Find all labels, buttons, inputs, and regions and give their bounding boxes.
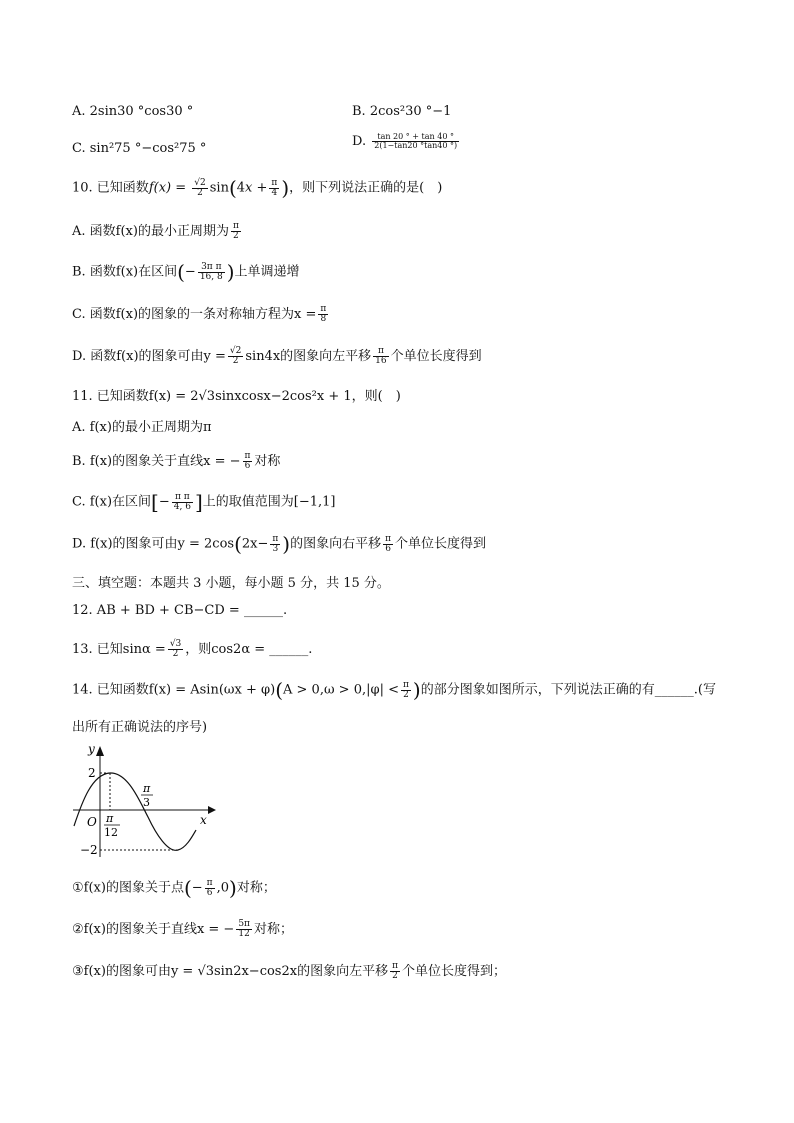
q9-option-a: A. 2sin30 °cos30 ° bbox=[72, 104, 194, 119]
statement-2-fraction: $\frac{5\pi}{12}$ bbox=[238, 919, 250, 939]
sine-curve bbox=[74, 773, 196, 850]
y-axis-arrow bbox=[96, 746, 104, 756]
statement-1-text: ①f(x)的图象关于点 bbox=[72, 880, 184, 896]
q11-option-d-mid: 的图象向右平移 bbox=[290, 536, 382, 552]
q12: 12. AB + BD + CB−CD = ______. bbox=[72, 603, 288, 618]
q11-option-b bbox=[72, 450, 280, 471]
q10-option-a-text: A. 函数f(x)的最小正周期为 bbox=[72, 224, 229, 239]
q11-option-c-text: C. f(x)在区间 bbox=[72, 494, 152, 510]
statement-1: ①f(x)的图象关于点(− $\frac{\pi}{6}$ ,0)对称； bbox=[72, 876, 276, 900]
q9-d-numerator: tan 20 ° + tan 40 ° bbox=[377, 132, 454, 141]
q13-fraction: $\frac{√3}{2}$ bbox=[169, 639, 182, 659]
q11-option-c: C. f(x)在区间[− $\frac{\text{π π}}{4, 6}$ ]上的取值范围为[−1,1] bbox=[72, 490, 336, 514]
q10-c-fraction: $\frac{\pi}{8}$ bbox=[320, 304, 327, 324]
statement-1-tail: 对称； bbox=[236, 880, 276, 896]
q10-d-fraction: $\frac{\pi}{16}$ bbox=[375, 346, 387, 366]
q14-fraction: $\frac{\pi}{2}$ bbox=[403, 679, 409, 700]
q11-option-b-tail: 对称 bbox=[254, 454, 281, 469]
q11-d-fraction: $\frac{\pi}{6}$ bbox=[385, 533, 392, 554]
tick-pi12-den: 12 bbox=[104, 826, 118, 839]
q10-option-c bbox=[72, 303, 330, 324]
q10-option-b: B. 函数f(x)在区间(− $\frac{\text{3π π}}{16, 8}$ )上单调递增 bbox=[72, 260, 300, 284]
statement-3-text: ③f(x)的图象可由y = √3sin2x−cos2x的图象向左平移 bbox=[72, 964, 389, 979]
q9-option-d-fraction bbox=[372, 133, 459, 150]
q14-line2: 出所有正确说法的序号) bbox=[72, 720, 208, 735]
q11-option-c-tail: 上的取值范围为[−1,1] bbox=[202, 494, 336, 510]
q14-text: 14. 已知函数f(x) = Asin(ωx + φ) bbox=[72, 682, 276, 698]
q11-option-a: A. f(x)的最小正周期为π bbox=[72, 420, 212, 435]
origin-label: O bbox=[87, 815, 97, 829]
q11-option-d-tail: 个单位长度得到 bbox=[395, 536, 487, 552]
q14-tail: 的部分图象如图所示，下列说法正确的有______.(写 bbox=[420, 682, 716, 698]
q11-option-d: D. f(x)的图象可由y = 2cos(2x− $\frac{\pi}{3}$ )的图象向右平移 $\frac{\pi}{6}$ 个单位长度得到 bbox=[72, 532, 487, 556]
y-axis-label: y bbox=[88, 742, 95, 756]
statement-1-fraction: $\frac{\pi}{6}$ bbox=[206, 877, 213, 898]
q10-b-fraction: $\frac{\text{3π π}}{16, 8}$ bbox=[199, 261, 223, 282]
q10-a-fraction: $\frac{\pi}{2}$ bbox=[232, 221, 239, 241]
q10-option-b-tail: 上单调递增 bbox=[234, 264, 300, 280]
q10-option-d-mid: sin4x的图象向左平移 bbox=[245, 349, 372, 364]
q9-option-c: C. sin²75 °−cos²75 ° bbox=[72, 141, 207, 156]
statement-2 bbox=[72, 918, 293, 939]
q10-coef-fraction: $\frac{√2}{2}$ bbox=[194, 177, 206, 198]
q14-line1: 14. 已知函数f(x) = Asin(ωx + φ)(A > 0,ω > 0,|φ| < $\frac{\pi}{2}$ )的部分图象如图所示，下列说法正确的有______.(写 bbox=[72, 678, 716, 702]
q10-option-c-text: C. 函数f(x)的图象的一条对称轴方程为x = bbox=[72, 307, 317, 322]
q10-option-d: D. 函数f(x)的图象可由y = $\frac{√2}{2}$ sin4x的图象向左平移 $\frac{\pi}{16}$ 个单位长度得到 bbox=[72, 346, 482, 366]
q13 bbox=[72, 638, 312, 659]
y-min-label: −2 bbox=[80, 843, 98, 857]
q10-option-d-text: D. 函数f(x)的图象可由y = bbox=[72, 349, 226, 364]
q14-condition: A > 0,ω > 0,|φ| < bbox=[283, 682, 399, 698]
q9-option-d-prefix: D. bbox=[352, 134, 367, 149]
q11-d-inner: 2x− bbox=[241, 536, 269, 552]
q10-option-a bbox=[72, 220, 243, 241]
x-axis-arrow bbox=[208, 806, 216, 814]
q10-fx: f(x) = bbox=[148, 180, 187, 196]
q9-option-b: B. 2cos²30 °−1 bbox=[352, 104, 452, 119]
y-max-label: 2 bbox=[88, 766, 96, 780]
section-heading-fill-in: 三、填空题：本题共 3 小题，每小题 5 分，共 15 分。 bbox=[72, 576, 390, 591]
q10-stem-text: 10. 已知函数 bbox=[72, 180, 149, 196]
q9-d-denominator: 2(1−tan20 °tan40 °) bbox=[374, 141, 458, 150]
q13-tail: ，则cos2α = ______. bbox=[185, 642, 313, 657]
statement-3-tail: 个单位长度得到； bbox=[402, 964, 507, 979]
q10-option-b-text: B. 函数f(x)在区间 bbox=[72, 264, 178, 280]
q11-option-b-text: B. f(x)的图象关于直线x = − bbox=[72, 454, 241, 469]
statement-3-fraction: $\frac{\pi}{2}$ bbox=[392, 961, 398, 981]
tick-pi3-num: π bbox=[143, 782, 151, 795]
tick-pi3-den: 3 bbox=[143, 796, 150, 809]
q9-option-d bbox=[352, 133, 461, 150]
statement-2-text: ②f(x)的图象关于直线x = − bbox=[72, 922, 235, 937]
q11-option-d-text: D. f(x)的图象可由y = 2cos bbox=[72, 536, 235, 552]
q10-stem-tail: ，则下列说法正确的是( ) bbox=[289, 180, 443, 196]
sine-graph-figure bbox=[68, 742, 218, 860]
q11-stem: 11. 已知函数f(x) = 2√3sinxcosx−2cos²x + 1，则( ) bbox=[72, 389, 401, 404]
q11-b-fraction: $\frac{\pi}{6}$ bbox=[244, 451, 251, 471]
q10-phase-fraction: $\frac{\pi}{4}$ bbox=[271, 177, 278, 198]
statement-3 bbox=[72, 960, 506, 981]
statement-2-tail: 对称； bbox=[253, 922, 293, 937]
tick-pi12-num: π bbox=[106, 812, 114, 825]
q11-c-fraction: $\frac{\text{π π}}{4, 6}$ bbox=[173, 491, 191, 512]
x-axis-label: x bbox=[200, 813, 207, 827]
q13-text: 13. 已知sinα = bbox=[72, 642, 166, 657]
q10-stem: 10. 已知函数f(x) = $\frac{√2}{2}$ sin(4x + $\frac{\pi}{4}$ )，则下列说法正确的是( ) bbox=[72, 176, 443, 200]
q10-option-d-tail: 个单位长度得到 bbox=[390, 349, 482, 364]
